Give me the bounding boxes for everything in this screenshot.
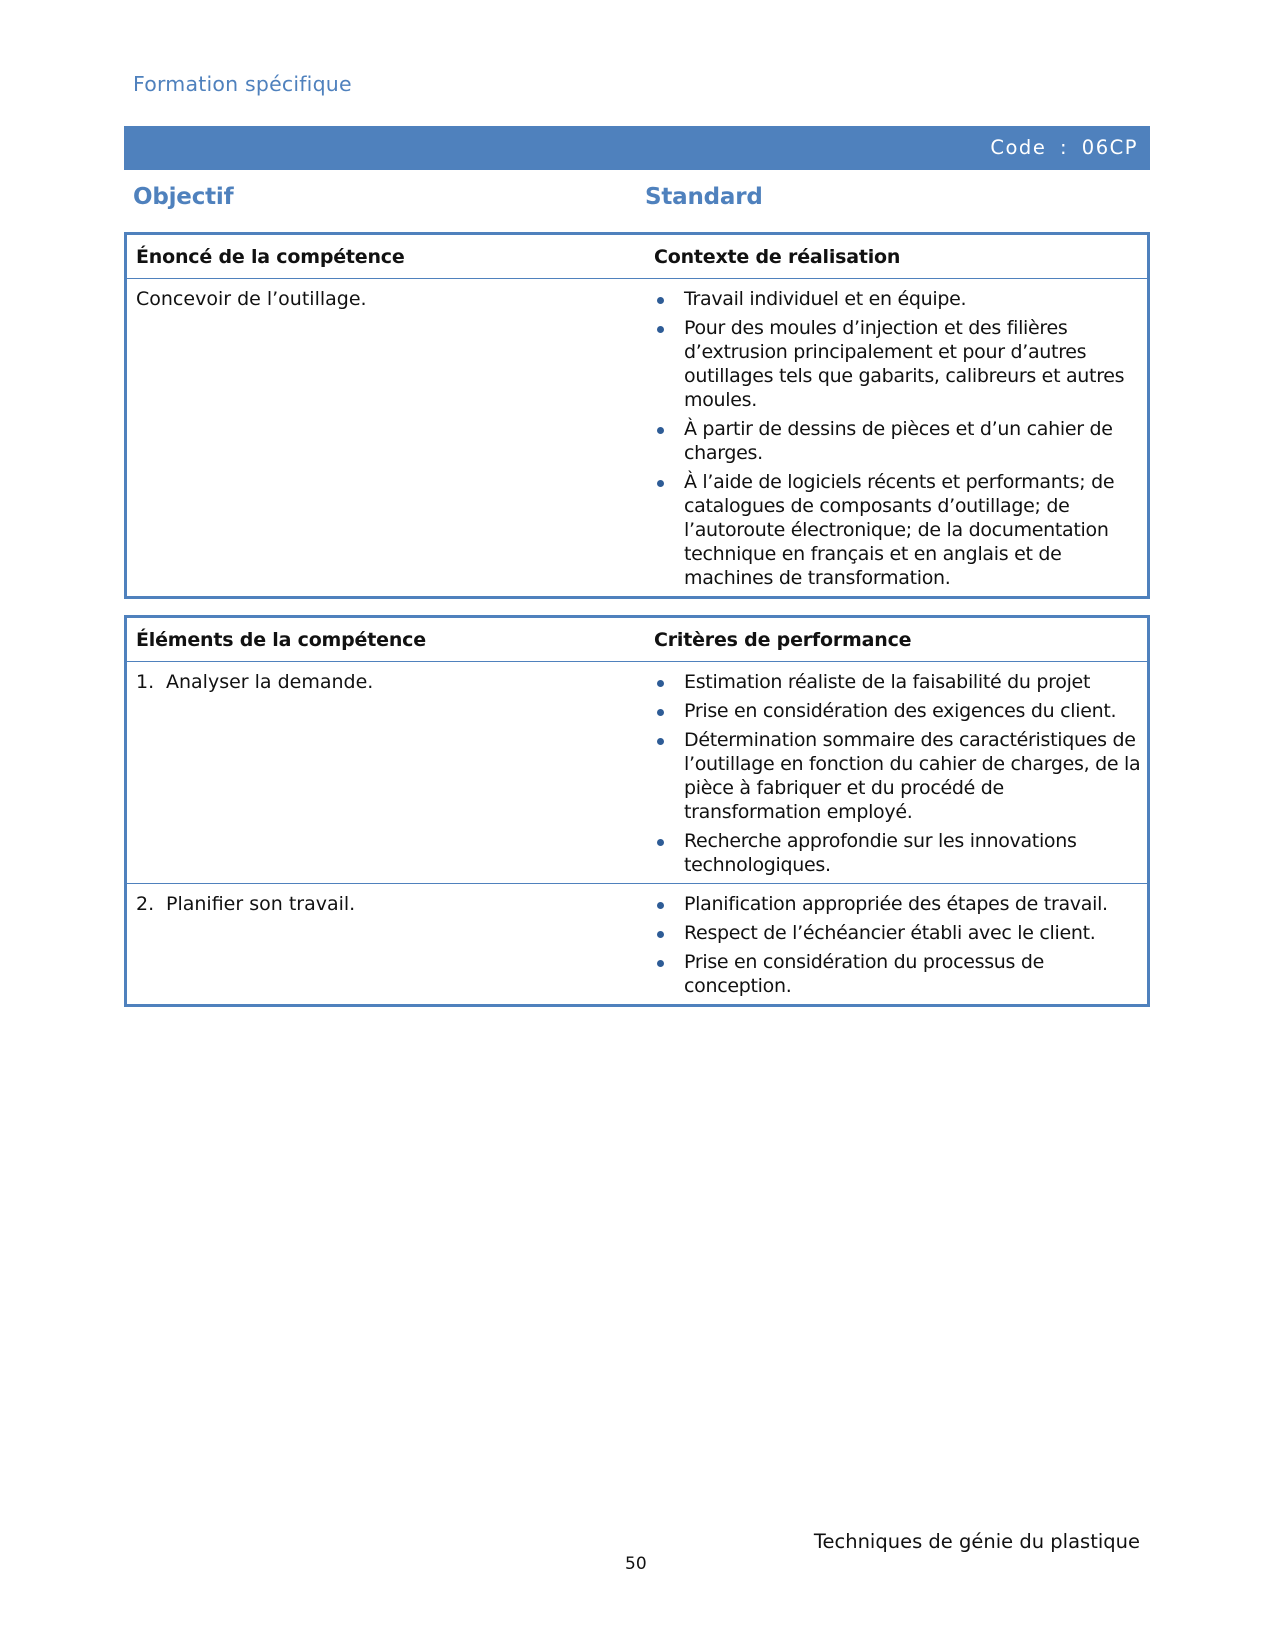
elements-header: Éléments de la compétence [126, 617, 647, 662]
bullet-icon [657, 902, 664, 909]
bullet-icon [657, 931, 664, 938]
element-text: Analyser la demande. [166, 671, 374, 693]
enonce-header: Énoncé de la compétence [126, 234, 647, 279]
footer-program-title: Techniques de génie du plastique [813, 1530, 1140, 1553]
table-row [126, 884, 1149, 1006]
standard-heading: Standard [645, 184, 763, 210]
objectif-heading: Objectif [133, 184, 234, 210]
criteres-header: Critères de performance [646, 617, 1149, 662]
enonce-table [124, 232, 1150, 599]
list-item: Prise en considération du processus de conception. [654, 950, 1141, 998]
criteria-list [654, 892, 1141, 998]
section-label: Formation spécifique [133, 72, 352, 96]
element-cell [126, 884, 647, 1006]
competency-code [990, 136, 1138, 159]
criteria-cell [646, 884, 1149, 1006]
context-list-cell [646, 279, 1149, 598]
bullet-icon [657, 680, 664, 687]
element-number: 2. [136, 893, 155, 915]
list-item: Détermination sommaire des caractéristiques de l’outillage en fonction du cahier de charges, de la pièce à fabriquer et du procédé de transformation employé. [654, 728, 1141, 824]
list-item: Pour des moules d’injection et des filières d’extrusion principalement et pour d’autres outillages tels que gabarits, calibreurs et autres moules. [654, 316, 1141, 412]
criteria-list [654, 670, 1141, 877]
element-text: Planifier son travail. [166, 893, 356, 915]
element-cell [126, 662, 647, 884]
code-label: Code : [990, 136, 1069, 159]
competency-statement: Concevoir de l’outillage. [136, 288, 367, 310]
page-number: 50 [625, 1554, 647, 1574]
code-banner [124, 126, 1150, 170]
bullet-icon [657, 839, 664, 846]
list-item: Respect de l’échéancier établi avec le client. [654, 921, 1141, 945]
bullet-icon [657, 960, 664, 967]
element-number: 1. [136, 671, 155, 693]
list-item: Planification appropriée des étapes de travail. [654, 892, 1141, 916]
criteria-cell [646, 662, 1149, 884]
table-header-row [126, 617, 1149, 662]
bullet-icon [657, 297, 664, 304]
table-row [126, 662, 1149, 884]
context-list [654, 287, 1141, 590]
bullet-icon [657, 427, 664, 434]
list-item: Recherche approfondie sur les innovations technologiques. [654, 829, 1141, 877]
code-value: 06CP [1081, 136, 1138, 159]
list-item: À l’aide de logiciels récents et performants; de catalogues de composants d’outillage; de l’autoroute électronique; de la documentation technique en français et en anglais et de machines de transformation. [654, 470, 1141, 590]
bullet-icon [657, 738, 664, 745]
bullet-icon [657, 326, 664, 333]
bullet-icon [657, 709, 664, 716]
list-item: Travail individuel et en équipe. [654, 287, 1141, 311]
table-header-row [126, 234, 1149, 279]
table-row [126, 279, 1149, 598]
list-item: Prise en considération des exigences du client. [654, 699, 1141, 723]
list-item: Estimation réaliste de la faisabilité du projet [654, 670, 1141, 694]
list-item: À partir de dessins de pièces et d’un cahier de charges. [654, 417, 1141, 465]
elements-table [124, 615, 1150, 1007]
bullet-icon [657, 480, 664, 487]
contexte-header: Contexte de réalisation [646, 234, 1149, 279]
